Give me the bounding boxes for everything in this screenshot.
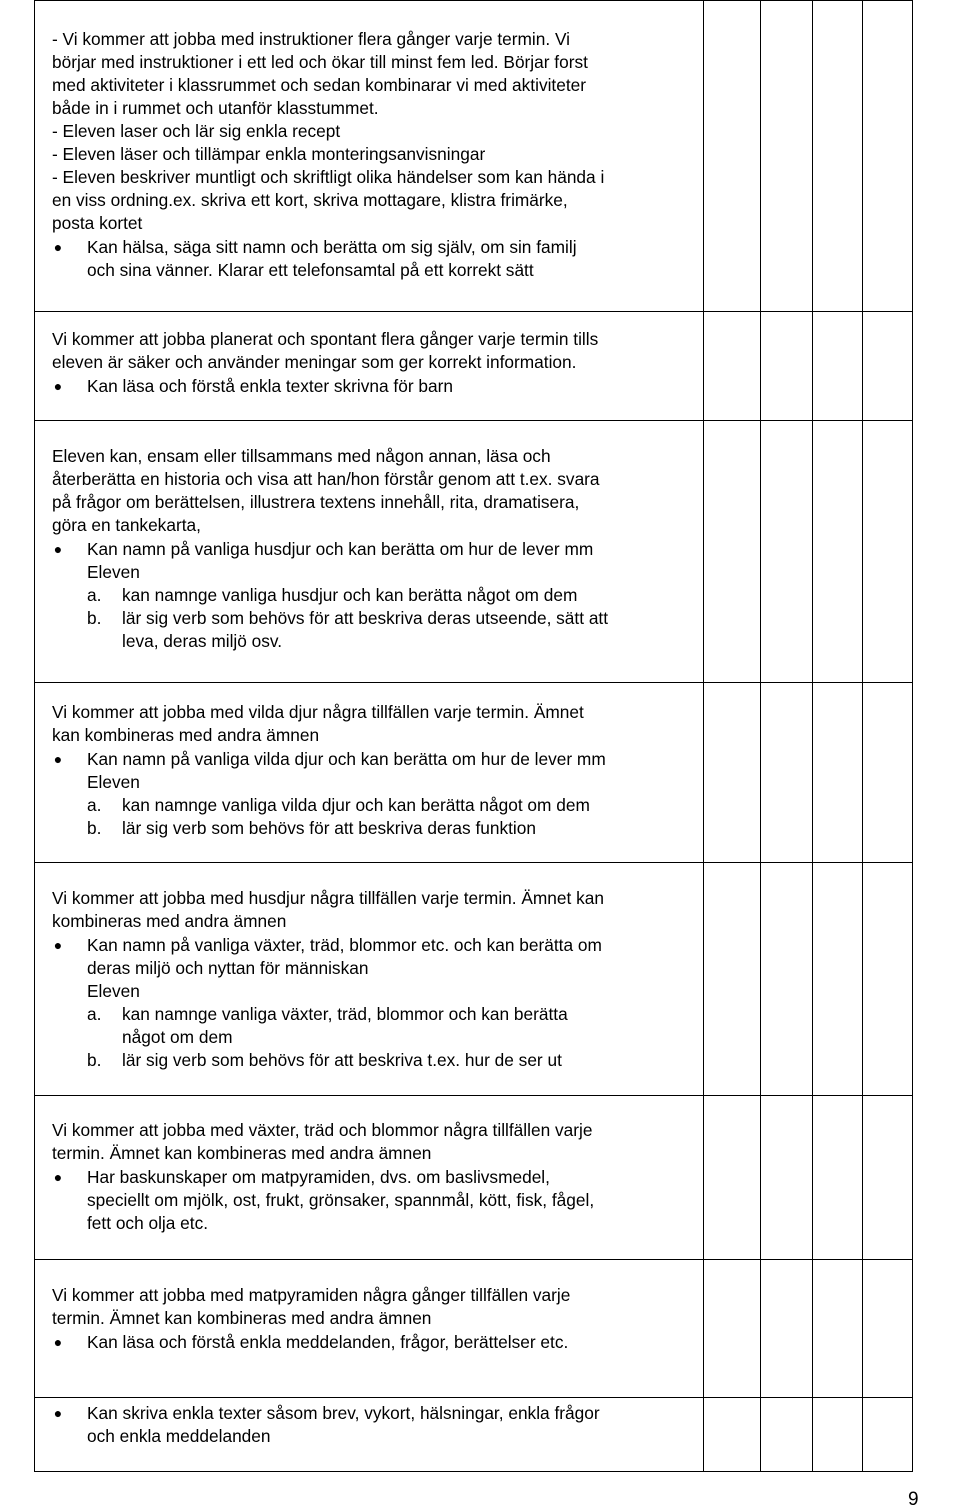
sub-item-text: kan namnge vanliga vilda djur och kan berätta något om dem — [122, 795, 590, 815]
row-text-line: göra en tankekarta, — [52, 515, 201, 535]
row-text-line: Vi kommer att jobba med vilda djur några tillfällen varje termin. Ämnet — [52, 702, 584, 722]
sub-item-text: lär sig verb som behövs för att beskriva t.ex. hur de ser ut — [122, 1050, 562, 1070]
row-text-line: Vi kommer att jobba med husdjur några tillfällen varje termin. Ämnet kan — [52, 888, 604, 908]
bullet-text: speciellt om mjölk, ost, frukt, grönsaker, spannmål, kött, fisk, fågel, — [87, 1190, 595, 1210]
sub-item-text: lär sig verb som behövs för att beskriva deras utseende, sätt att — [122, 608, 609, 628]
bullet-text: Kan hälsa, säga sitt namn och berätta om sig själv, om sin familj — [87, 237, 577, 257]
sub-item-text: kan namnge vanliga växter, träd, blommor och kan berätta — [122, 1004, 568, 1024]
row-text-line: Vi kommer att jobba med matpyramiden några gånger tillfällen varje — [52, 1285, 571, 1305]
bullet-icon: ● — [53, 937, 63, 953]
bullet-text: Kan läsa och förstå enkla meddelanden, frågor, berättelser etc. — [87, 1332, 569, 1352]
sub-item-text: kan namnge vanliga husdjur och kan berätta något om dem — [122, 585, 578, 605]
row-text-line: termin. Ämnet kan kombineras med andra ämnen — [52, 1143, 432, 1163]
row-text-line: återberätta en historia och visa att han/hon förstår genom att t.ex. svara — [52, 469, 600, 489]
row-text-line: - Eleven beskriver muntligt och skriftligt olika händelser som kan hända i — [52, 167, 605, 187]
row-text-line: posta kortet — [52, 213, 143, 233]
bullet-text: Kan namn på vanliga husdjur och kan berätta om hur de lever mm — [87, 539, 594, 559]
row-text-line: eleven är säker och använder meningar som ger korrekt information. — [52, 352, 577, 372]
row-text-line: - Eleven laser och lär sig enkla recept — [52, 121, 341, 141]
bullet-icon: ● — [53, 751, 63, 767]
bullet-text: fett och olja etc. — [87, 1213, 209, 1233]
row-text-line: kombineras med andra ämnen — [52, 911, 287, 931]
bullet-icon: ● — [53, 1169, 63, 1185]
row-text-line: med aktiviteter i klassrummet och sedan kombinarar vi med aktiviteter — [52, 75, 586, 95]
bullet-text: Kan namn på vanliga växter, träd, blommor etc. och kan berätta om — [87, 935, 602, 955]
bullet-text: Kan namn på vanliga vilda djur och kan berätta om hur de lever mm — [87, 749, 606, 769]
row-text-line: Vi kommer att jobba planerat och spontant flera gånger varje termin tills — [52, 329, 599, 349]
bullet-icon: ● — [53, 541, 63, 557]
page-number: 9 — [908, 1489, 919, 1510]
bullet-icon: ● — [53, 1405, 63, 1421]
row-text-line: en viss ordning.ex. skriva ett kort, skriva mottagare, klistra frimärke, — [52, 190, 568, 210]
sub-item-marker: a. — [87, 795, 102, 815]
sub-item-marker: b. — [87, 818, 102, 838]
bullet-text: Eleven — [87, 562, 140, 582]
row-text-line: på frågor om berättelsen, illustrera textens innehåll, rita, dramatisera, — [52, 492, 580, 512]
sub-item-marker: a. — [87, 1004, 102, 1024]
row-text-line: termin. Ämnet kan kombineras med andra ämnen — [52, 1308, 432, 1328]
bullet-text: deras miljö och nyttan för människan — [87, 958, 369, 978]
row-text-line: både in i rummet och utanför klasstummet. — [52, 98, 379, 118]
row-text-line: kan kombineras med andra ämnen — [52, 725, 320, 745]
bullet-text: Eleven — [87, 772, 140, 792]
row-text-line: - Vi kommer att jobba med instruktioner flera gånger varje termin. Vi — [52, 29, 571, 49]
bullet-text: Kan läsa och förstå enkla texter skrivna för barn — [87, 376, 453, 396]
row-text-line: Vi kommer att jobba med växter, träd och blommor några tillfällen varje — [52, 1120, 593, 1140]
row-text-line: Eleven kan, ensam eller tillsammans med någon annan, läsa och — [52, 446, 551, 466]
bullet-text: och sina vänner. Klarar ett telefonsamtal på ett korrekt sätt — [87, 260, 534, 280]
sub-item-text: något om dem — [122, 1027, 233, 1047]
bullet-text: Eleven — [87, 981, 140, 1001]
bullet-text: Har baskunskaper om matpyramiden, dvs. om baslivsmedel, — [87, 1167, 550, 1187]
bullet-text: Kan skriva enkla texter såsom brev, vykort, hälsningar, enkla frågor — [87, 1403, 600, 1423]
bullet-icon: ● — [53, 239, 63, 255]
bullet-icon: ● — [53, 378, 63, 394]
row-text-line: börjar med instruktioner i ett led och ökar till minst fem led. Börjar forst — [52, 52, 588, 72]
sub-item-marker: b. — [87, 608, 102, 628]
bullet-icon: ● — [53, 1334, 63, 1350]
bullet-text: och enkla meddelanden — [87, 1426, 271, 1446]
sub-item-marker: b. — [87, 1050, 102, 1070]
sub-item-marker: a. — [87, 585, 102, 605]
row-text-line: - Eleven läser och tillämpar enkla monteringsanvisningar — [52, 144, 486, 164]
sub-item-text: lär sig verb som behövs för att beskriva deras funktion — [122, 818, 536, 838]
sub-item-text: leva, deras miljö osv. — [122, 631, 283, 651]
